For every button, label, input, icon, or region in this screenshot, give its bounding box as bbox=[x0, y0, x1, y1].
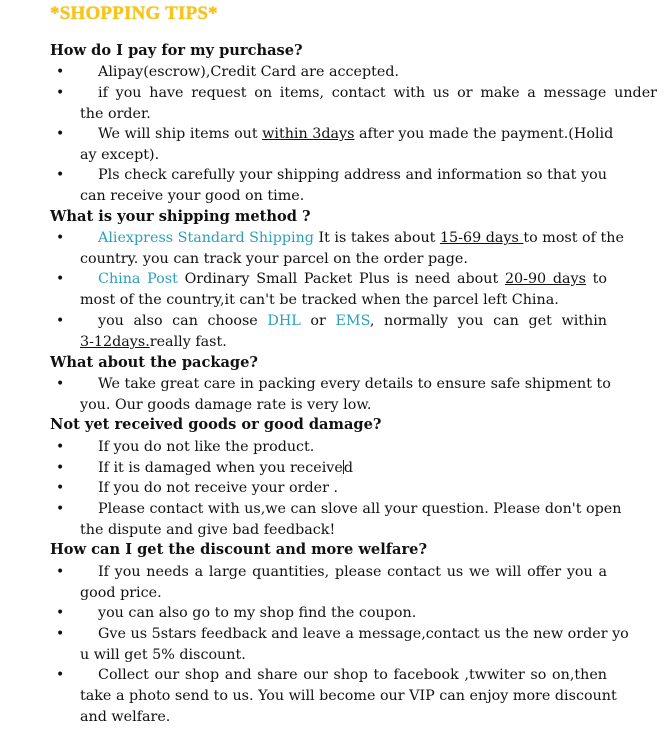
bullet-icon: • bbox=[56, 626, 65, 642]
page-title: *SHOPPING TIPS* bbox=[50, 3, 218, 24]
bullet-icon: • bbox=[56, 271, 65, 287]
ems-link[interactable]: EMS bbox=[335, 313, 370, 329]
section-heading-shipping: What is your shipping method ? bbox=[50, 208, 311, 225]
bullet-icon: • bbox=[56, 64, 65, 80]
bullet-icon: • bbox=[56, 667, 65, 683]
bullet-icon: • bbox=[56, 439, 65, 455]
bullet-icon: • bbox=[56, 230, 65, 246]
dhl-link[interactable]: DHL bbox=[267, 313, 301, 329]
bullet-icon: • bbox=[56, 313, 65, 329]
bullet-icon: • bbox=[56, 85, 65, 101]
bullet-icon: • bbox=[56, 564, 65, 580]
section-heading-discount: How can I get the discount and more welfare? bbox=[50, 541, 427, 558]
bullet-icon: • bbox=[56, 126, 65, 142]
bullet-icon: • bbox=[56, 167, 65, 183]
section-heading-package: What about the package? bbox=[50, 354, 258, 371]
bullet-icon: • bbox=[56, 480, 65, 496]
bullet-icon: • bbox=[56, 460, 65, 476]
aliexpress-shipping-link[interactable]: Aliexpress Standard Shipping bbox=[98, 230, 314, 246]
section-heading-damage: Not yet received goods or good damage? bbox=[50, 416, 382, 433]
bullet-icon: • bbox=[56, 605, 65, 621]
china-post-link[interactable]: China Post bbox=[98, 271, 178, 287]
bullet-icon: • bbox=[56, 501, 65, 517]
section-heading-payment: How do I pay for my purchase? bbox=[50, 42, 303, 59]
bullet-icon: • bbox=[56, 376, 65, 392]
shopping-tips-document: *SHOPPING TIPS* How do I pay for my purchase? • Alipay(escrow),Credit Card are accepted. • if you have request on items, contact with us or make a message under the order. • We will ship items out within 3days after you made the payment.(Holid ay except). • Pls check carefully your shipping address and information so that you can receive your good on time. What is your shipping method ? • Aliexpress Standard Shipping It is takes about 15-69 days to most of the country. you can track your parcel on the order page. • China Post Ordinary Small Packet Plus is need about 20-90 days to most of the country,it can't be tracked when the parcel left China. • you also can choose DHL or EMS, normally you can get within 3-12days.really fast. What about the package? • We take great care in packing every details to ensure safe shipment to you. Our goods damage rate is very low. Not yet received goods or good damage? • If you do not like the product. • If it is damaged when you received • If you do not receive your order . • Please contact with us,we can slove all your question. Please don't open the dispute and give bad feedback! How can I get the discount and more welfare? • If you needs a large quantities, please contact us we will offer you a good price. • you can also go to my shop find the coupon. • Gve us 5stars feedback and leave a message,contact us the new order yo u will get 5% discount. • Collect our shop and share our shop to facebook ,twwiter so on,then take a photo send to us. You will become our VIP can enjoy more discount and welfare. bbox=[50, 3, 657, 725]
